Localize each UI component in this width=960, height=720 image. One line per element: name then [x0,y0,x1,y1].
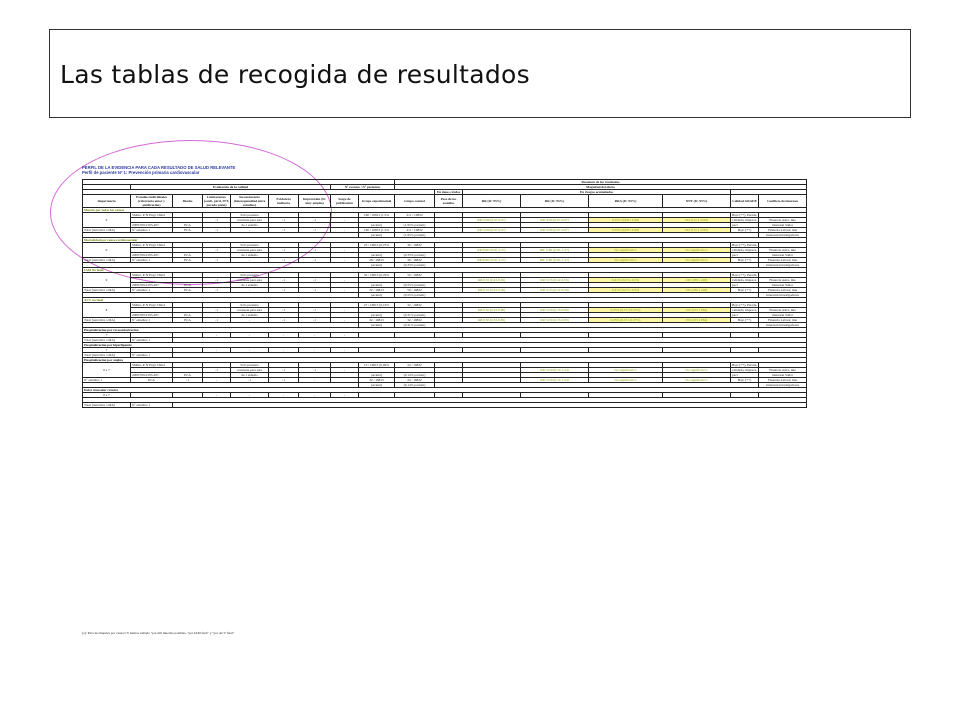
table-cell: (0,33% pacient) [395,253,435,258]
table-cell: 28 / 16813 [359,258,395,263]
results-table [82,179,807,408]
table-cell: Bajo (++), Parada, [732,273,758,277]
importance-cell: 9 [83,273,131,288]
table-cell: -1 [299,228,331,233]
table-cell: Shiller, P. N Engl J Med [131,213,173,218]
table-cell: 32 / 16813 [359,288,395,293]
table-cell: 15 / 16813 (0,09% [359,363,395,368]
section-label: ACV no fatal [83,298,807,303]
table-cell: - [299,348,331,353]
table-cell: Bajo (++), Parada, [732,213,758,217]
importance-cell: 9 [83,213,131,228]
table-cell: Bajo (++) [731,318,759,323]
section-label: Dolor muscular crónico [83,388,807,393]
table-cell: -1 [299,308,331,313]
table-cell: - [331,258,359,263]
table-cell: interesan investigadores [759,323,807,328]
table-cell: Financia Astra, mie [759,218,807,223]
table-cell: Nº estudios 1 [83,378,131,383]
column-header-calidad: Calidad GRADE [731,195,759,208]
table-cell: RR: 0,80 (0,67-0,97) [521,228,589,233]
table-cell: Financia Labora; mie [759,288,807,293]
table-cell: validada, impreca, [732,248,757,252]
column-header-evidencia: Evidencia indirecta [269,195,299,208]
table-cell: (0,33% pacient) [395,263,435,268]
table-cell: - [269,393,299,398]
table-cell: 36 / 16832 [395,258,435,263]
table-cell: 2008;359:2195-207. [131,223,173,228]
table-cell: -1 [269,318,299,323]
table-cell: -1 [299,318,331,323]
table-cell: Total (narrativa o MA) [83,403,131,408]
importance-cell: 9 [83,243,131,258]
table-cell: de 1 estudio [231,313,269,318]
table-row [83,403,807,408]
table-cell: 0,41% (0,23 a 0,55) [589,288,663,293]
section-label: Hospitalización por hiperlipemia [83,343,807,348]
table-cell: pact [731,253,759,258]
table-cell: RR:0,35 (0,22-0,56) [463,278,521,283]
importance-cell: 8 [83,303,131,318]
table-cell: Nº estudios 1 [131,403,173,408]
table-cell: -1 [203,248,231,253]
table-cell: Nº estudios 1 [131,318,173,323]
table-cell: validada, impreca, [732,278,757,282]
table-cell: 7 [83,333,131,338]
table-cell: RR: 0,80 (0,67-0,97) [463,228,521,233]
header-eventos: Nº eventos / Nº pacientes [331,185,395,190]
column-header-nnt: NNT (IC 95%) [663,195,731,208]
subheading-line: Perfil de paciente Nº 1: Prevención primaria cardiovascular [82,170,200,175]
table-cell: No significativo [663,258,731,263]
table-cell: -1 [231,378,269,383]
table-cell: RR: 0,35 (0,22-0,56) [521,278,589,283]
table-cell: -1 [203,258,231,263]
table-cell: contraste para esta [231,248,269,253]
table-cell: Shiller, P. N Engl J Med [131,303,173,308]
table-cell: ECA [173,288,203,293]
table-cell: -1 [269,308,299,313]
table-cell: Bajo (++), Parada, [732,243,758,247]
table-cell: Shiller, P. N Engl J Med [131,273,173,278]
table-cell: Shiller, P. N Engl J Med [131,363,173,368]
table-cell: - [231,228,269,233]
table-cell: Bajo (++) [731,378,759,383]
table-cell: No significativo [589,378,663,383]
table-cell: - [331,218,359,223]
table-cell: contraste para esta [231,308,269,313]
table-cell: Financia Astra, mie [759,308,807,313]
table-cell: -1 [203,318,231,323]
table-cell: 245 (180 a 448) [663,278,731,283]
heading-line: PERFIL DE LA EVIDENCIA PARA CADA RESULTADO DE SALUD RELEVANTE [82,165,236,170]
table-cell: RR: 0,80 (0,67-0,97) [521,218,589,223]
table-cell: - [231,318,269,323]
section-label: Hospitalización por angina [83,358,807,363]
table-cell: 6 a 7 [83,393,131,398]
table-cell: 32 / 16813 [359,378,395,383]
table-cell: RR:0,80 (0,50,-1,27) [463,258,521,263]
table-cell: RR: 0,50 (0,33-0,80) [521,308,589,313]
table-cell: - [203,333,231,338]
table-cell: 0,41% (0,23 a 0,55) [589,278,663,283]
table-cell: - [331,348,359,353]
table-cell: 0,55% (0,08 a 0,98) [589,228,663,233]
table-cell: RR: 0,59 (0,14-1,24) [521,368,589,373]
slide-title: Las tablas de recogida de resultados [60,60,530,89]
table-cell: interesan investigadores [759,293,807,298]
table-cell: - [331,368,359,373]
table-cell: 0,55% (0,08 a 0,98) [589,218,663,223]
table-cell: - [331,308,359,313]
table-cell: Sólo presenta [231,213,269,218]
table-cell: -1 [269,368,299,373]
table-cell: Financia Astra, mie [759,248,807,253]
table-cell: Nº estudios 1 [131,338,173,343]
table-cell: ECA [173,313,203,318]
table-cell: - [269,333,299,338]
table-cell: (1,95% pacient) [395,233,435,238]
table-cell: 32 / 16832 [395,318,435,323]
table-cell: pacient) [359,293,395,298]
table-cell: No significativo [589,258,663,263]
column-header-conflicto: Conflicto de intereses [759,195,807,208]
table-cell: (0,55% pacient) [395,293,435,298]
evidence-profile-document [82,165,872,640]
table-cell: -1 [269,378,299,383]
table-cell: No significativo [589,248,663,253]
table-cell: 7 [83,348,131,353]
table-cell: 211 / 10832 [395,213,435,218]
table-cell: - [331,318,359,323]
table-cell: de 1 estudio [231,373,269,378]
table-cell: Financia Labora; mie [759,378,807,383]
table-cell: -1 [269,288,299,293]
table-cell: Nº estudios 1 [131,258,173,263]
table-cell: 32 / 16813 [359,318,395,323]
table-cell: Sólo presenta [231,273,269,278]
table-cell: - [231,393,269,398]
table-cell: (0,55% pacient) [395,283,435,288]
table-cell: ECA [173,223,203,228]
table-cell: 2008;359:2195-207. [131,283,173,288]
table-cell: 0,35% (0,13 a 0,37%) [589,308,663,313]
table-cell: Nº estudios 1 [131,353,173,358]
table-cell: Nº estudios 1 [131,288,173,293]
table-cell: -1 [299,218,331,223]
table-cell: ECA [173,228,203,233]
table-cell: Sólo presenta [231,243,269,248]
table-cell: Total (narrativa o MA) [83,353,131,358]
table-cell: No significativo [663,378,731,383]
table-cell: -1 [269,278,299,283]
table-cell: contraste para esta [231,218,269,223]
table-cell: - [331,248,359,253]
table-cell: 50 / 16832 [395,288,435,293]
table-cell: 6 a 7 [83,363,131,378]
document-heading [82,165,235,175]
table-cell: 182 (111 a 1320) [663,228,731,233]
column-header-rra: RRA (IC 95%) [589,195,663,208]
table-cell [173,403,807,408]
table-cell: Bajo (++), Parada, [732,363,758,367]
table-cell: interesan investigadores [759,233,807,238]
table-cell: RR: 0,80 (0,50,-1,27) [521,248,589,253]
table-cell: 2008;359:2195-207. [131,373,173,378]
table-cell: - [231,348,269,353]
header-riesgos: En riesgos acumulados [463,190,731,195]
table-cell: Financia Labora; mie [759,228,807,233]
table-cell: -1 [203,288,231,293]
table-cell: de 1 estudio [231,223,269,228]
table-cell: interesan Sailor [759,223,807,228]
table-cell: RR:0,50 (0,32-0,80) [463,318,521,323]
table-cell: (0,14% pacient) [395,383,435,388]
table-cell: -1 [299,278,331,283]
table-cell: Bajo (++) [731,288,759,293]
table-cell: pacient) [359,223,395,228]
table-cell: -1 [299,288,331,293]
table-cell: - [231,258,269,263]
table-cell: 245 (180 a 448) [663,288,731,293]
table-cell: 32 / 16813 (0,29% [359,273,395,278]
header-magnitud: Magnitud del efecto [395,185,807,190]
table-cell: -1 [203,368,231,373]
table-cell: RR: 0,59 (0,14-1,24) [521,378,589,383]
table-cell: 2008;359:2195-207. [131,253,173,258]
table-cell: 36 / 16832 [395,243,435,248]
table-cell: 211 / 10832 [395,228,435,233]
column-header-importancia: Importancia [83,195,131,208]
table-cell: pact [731,223,759,228]
table-cell: Financia Astra, mie [759,278,807,283]
table-cell: (0,31% pacient) [395,313,435,318]
column-header-grupo_control: Grupo control [395,195,435,208]
table-cell: Sólo presenta [231,363,269,368]
table-cell: Shiller, P. N Engl J Med [131,243,173,248]
table-cell: interesan Sailor [759,253,807,258]
table-cell: Total (narrativa o MA) [83,318,131,323]
table-cell: -1 [299,368,331,373]
table-cell: -1 [203,278,231,283]
table-cell: 160 / 10813 (1,5% [359,213,395,218]
table-cell: Bajo (++), Parada, [732,303,758,307]
column-header-row [83,195,807,208]
table-cell: Nº estudios 1 [131,228,173,233]
slide-title-frame [49,29,911,118]
table-cell: Sólo presenta [231,303,269,308]
table-cell: Total (narrativa o MA) [83,288,131,293]
table-cell: -1 [203,308,231,313]
table-cell: contraste para esta [231,278,269,283]
table-cell: -1 [269,218,299,223]
column-header-imprecision: Imprecisión (IC muy amplio) [299,195,331,208]
table-cell: ECA [131,378,173,383]
table-cell: pact [731,373,759,378]
table-cell: Financia Astra, mie [759,368,807,373]
table-cell: pacient) [359,253,395,258]
column-header-sesgo: Sesgo de publicación [331,195,359,208]
table-cell: No significativo [663,248,731,253]
table-cell: validada, impreca, [732,308,757,312]
table-cell: RR: 0,80 (0,67-0,97) [463,218,521,223]
table-cell: pacient) [359,383,395,388]
table-cell: -1 [203,218,231,223]
table-cell: interesan investigadores [759,263,807,268]
table-cell: pact [731,313,759,318]
section-label: Hospitalización por revascularización [83,328,807,333]
table-cell: Bajo (++) [731,258,759,263]
table-cell: - [331,228,359,233]
table-cell: - [299,378,331,383]
table-cell: 250 (213 a 864) [663,318,731,323]
table-cell: validada, impreca, [732,218,757,222]
table-cell: (0,14% pacient) [395,373,435,378]
table-cell: RR: 0,50 (0,33-0,80) [521,318,589,323]
table-cell: 24 / 16832 [395,378,435,383]
table-cell: Financia Labora; mie [759,258,807,263]
table-cell: ECA [173,373,203,378]
table-cell: pacient) [359,373,395,378]
column-header-estudios: Estudios individuales (referencia autor y publicación) [131,195,173,208]
table-cell: 0,35% (0,13 a 0,37%) [589,318,663,323]
table-cell: - [203,378,231,383]
column-header-diseno: Diseño [173,195,203,208]
header-evaluacion: Evaluación de la calidad [131,185,331,190]
header-resumen: Resumen de los resultados [395,180,807,185]
table-cell: contraste para esta [231,368,269,373]
table-cell: 25 / 16813 (0,25% [359,243,395,248]
table-cell: -1 [269,258,299,263]
table-cell: RR: 0,35 (0,22-0,56) [521,288,589,293]
section-label: Mortalidad por causa cardiovascular [83,238,807,243]
table-cell: ECA [173,318,203,323]
table-cell: - [231,288,269,293]
table-cell: - [299,393,331,398]
table-cell: - [331,333,359,338]
column-header-grupo_exp: Grupo experimental [359,195,395,208]
table-cell: interesan Sailor [759,373,807,378]
column-header-inconsistencia: Inconsistencia (heterogeneidad entre estudios) [231,195,269,208]
table-cell: ECA [173,258,203,263]
table-cell: 250 (213 a 864) [663,308,731,313]
footnote: (1): Para las muertes por causa CV hemos tomado "por mil muertes posibles, "por IAM fatal" y "por ACV fatal" [82,631,235,635]
table-cell: (0,31% pacient) [395,323,435,328]
header-crudos: En datos crudos [435,190,463,195]
table-cell: ECA [173,253,203,258]
table-cell: RR:0,80 (0,50,-1,27) [463,248,521,253]
table-cell: de 1 estudio [231,283,269,288]
table-cell: -1 [299,258,331,263]
section-label: Muerte por todas las causas [83,208,807,213]
table-cell: interesan investigadores [759,383,807,388]
table-cell: pacient) [359,283,395,288]
table-cell: pacient) [359,263,395,268]
table-cell: Total (narrativa o MA) [83,258,131,263]
table-cell: -1 [269,248,299,253]
table-cell: 24 / 16832 [395,363,435,368]
column-header-limitaciones: Limitaciones (ocult, pérd, ITT, parada prem) [204,195,229,207]
table-cell: - [331,393,359,398]
table-cell: interesan Sailor [759,283,807,288]
table-cell: - [203,348,231,353]
table-cell: 50 / 16832 [395,273,435,278]
table-cell: pacient) [359,323,395,328]
table-cell: 32 / 16832 [395,303,435,308]
section-label: IAM No fatal [83,268,807,273]
column-header-peso: Peso de los estudios [435,195,463,208]
table-cell: No significativo [663,368,731,373]
column-header-rr: RR (IC 95%) [463,195,521,208]
table-cell: - [331,288,359,293]
table-cell: 182 (111 a 1320) [663,218,731,223]
table-cell: pacient) [359,233,395,238]
table-cell: -1 [299,248,331,253]
table-cell: de 1 estudio [231,253,269,258]
table-cell: interesan Sailor [759,313,807,318]
table-cell: 2008;359:2195-207. [131,313,173,318]
table-cell: Financia Labora; mie [759,318,807,323]
table-cell: Total (narrativa o MA) [83,338,131,343]
column-header-rr2: RR (IC 95%) [521,195,589,208]
table-cell: Total (narrativa o MA) [83,228,131,233]
table-cell: Bajo (++) [731,228,759,233]
table-cell: RR: 0,80 (0,50,-1,27) [521,258,589,263]
table-cell: pact [731,283,759,288]
table-cell: RR:0,50 (0,32-0,80) [463,308,521,313]
table-cell: -1 [269,228,299,233]
table-cell: No significativo [589,368,663,373]
table-cell: RR:0,35 (0,22-0,56) [463,288,521,293]
table-cell: -1 [173,378,203,383]
table-cell: - [231,333,269,338]
table-cell: pacient) [359,313,395,318]
table-cell: - [299,333,331,338]
table-cell: validada, impreca, [732,368,757,372]
table-cell: ECA [173,283,203,288]
table-cell: 160 / 10813 (1,5% [359,228,395,233]
table-cell: 27 / 16813 (0,16% [359,303,395,308]
table-cell: - [269,348,299,353]
table-cell: -1 [203,228,231,233]
table-cell: (1,95% pacient) [395,223,435,228]
table-cell: - [203,393,231,398]
table-cell: - [331,278,359,283]
